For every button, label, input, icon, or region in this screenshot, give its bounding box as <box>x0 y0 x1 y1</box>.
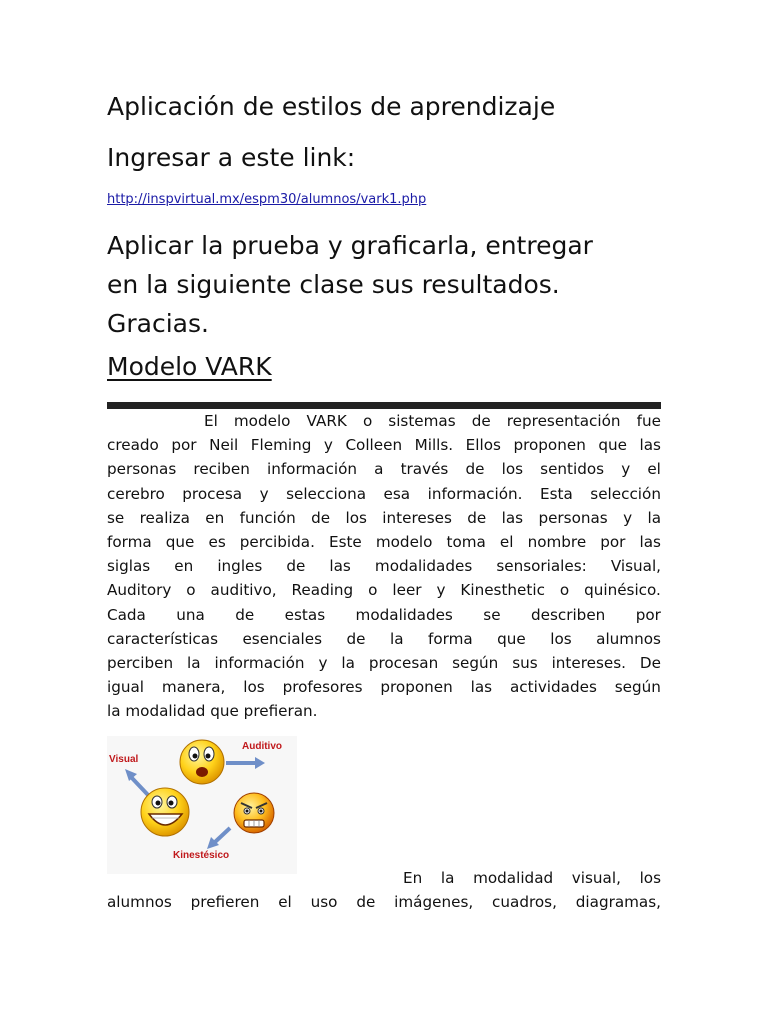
paragraph-line: igual manera, los profesores proponen las actividades según <box>107 678 661 697</box>
paragraph-line: alumnos prefieren el uso de imágenes, cuadros, diagramas, <box>107 893 661 912</box>
instructions-line: en la siguiente clase sus resultados. <box>107 270 560 299</box>
paragraph-line: El modelo VARK o sistemas de representación fue <box>204 412 661 430</box>
section-divider <box>107 402 661 409</box>
page-title: Aplicación de estilos de aprendizaje <box>107 92 556 121</box>
auditivo-label: Auditivo <box>242 741 282 752</box>
instructions-line: Aplicar la prueba y graficarla, entregar <box>107 231 593 260</box>
vark-faces-illustration <box>107 736 297 874</box>
paragraph-line: Auditory o auditivo, Reading o leer y Kinesthetic o quinésico. <box>107 581 661 600</box>
test-link[interactable]: http://inspvirtual.mx/espm30/alumnos/vark1.php <box>107 192 427 207</box>
paragraph-vark-intro <box>107 409 661 724</box>
paragraph-visual-modality <box>107 866 661 914</box>
kinestesico-label: Kinestésico <box>173 850 230 861</box>
model-heading: Modelo VARK <box>107 352 272 381</box>
paragraph-line: cerebro procesa y selecciona esa información. Esta selección <box>107 484 661 503</box>
paragraph-line: En la modalidad visual, los <box>403 869 661 887</box>
paragraph-line: siglas en ingles de las modalidades sensoriales: Visual, <box>107 557 661 576</box>
link-heading: Ingresar a este link: <box>107 143 356 172</box>
paragraph-line: perciben la información y la procesan según sus intereses. De <box>107 654 661 673</box>
paragraph-line: personas reciben información a través de los sentidos y el <box>107 460 661 479</box>
visual-label: Visual <box>109 754 139 765</box>
angry-face-icon <box>234 793 274 833</box>
instructions <box>107 226 667 343</box>
surprised-face-icon <box>180 740 224 784</box>
paragraph-line: características esenciales de la forma que los alumnos <box>107 629 661 648</box>
paragraph-line: forma que es percibida. Este modelo toma el nombre por las <box>107 533 661 552</box>
paragraph-line: creado por Neil Fleming y Colleen Mills. Ellos proponen que las <box>107 436 661 455</box>
instructions-line: Gracias. <box>107 309 209 338</box>
paragraph-line: se realiza en función de los intereses de las personas y la <box>107 508 661 527</box>
paragraph-line: Cada una de estas modalidades se describen por <box>107 605 661 624</box>
laughing-face-icon <box>141 788 189 836</box>
vark-figure <box>107 736 297 874</box>
paragraph-line: la modalidad que prefieran. <box>107 702 318 721</box>
